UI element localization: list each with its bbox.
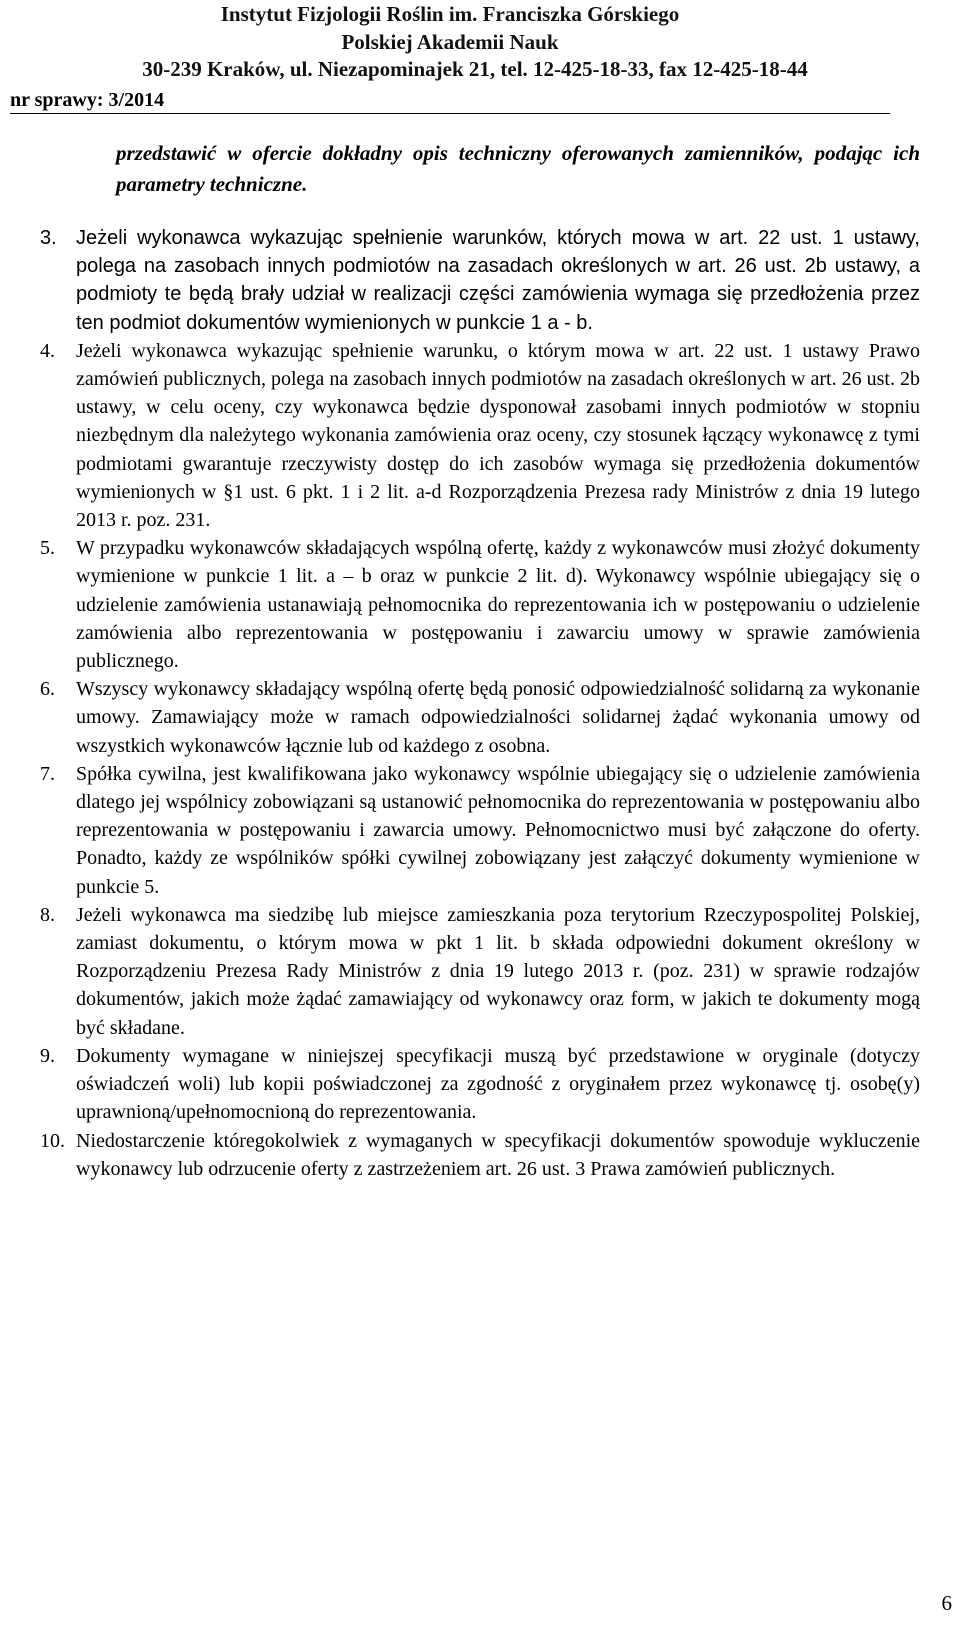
list-item-number: 10. bbox=[40, 1129, 65, 1152]
list-item-number: 7. bbox=[40, 762, 55, 785]
list-item-text: W przypadku wykonawców składających wspólną ofertę, każdy z wykonawców musi złożyć dokumenty wymienione w punkcie 1 lit. a – b oraz w punkcie 2 lit. d). Wykonawcy wspólnie ubiegający się o udzielenie zamówienia ustanawiają pełnomocnika do reprezentowania ich w postępowaniu o udzielenie zamówienia albo reprezentowania w postępowaniu i zawarciu umowy w sprawie zamówienia publicznego. bbox=[76, 537, 920, 673]
list-item bbox=[40, 1042, 920, 1127]
list-item-number: 8. bbox=[40, 903, 55, 926]
list-item bbox=[40, 901, 920, 1042]
list-item-text: Spółka cywilna, jest kwalifikowana jako wykonawcy wspólnie ubiegający się o udzielenie zamówienia dlatego jej wspólnicy zobowiązani są ustanowić pełnomocnika do reprezentowania w postępowaniu albo reprezentowania w postępowaniu i zawarcia umowy. Pełnomocnictwo musi być załączone do oferty. Ponadto, każdy ze wspólników spółki cywilnej zobowiązany jest załączyć dokumenty wymienione w punkcie 5. bbox=[76, 762, 920, 898]
list-item-text: Dokumenty wymagane w niniejszej specyfikacji muszą być przedstawione w oryginale (dotyczy oświadczeń woli) lub kopii poświadczonej za zgodność z oryginałem przez wykonawcę tj. osobę(y) uprawnioną/upełnomocnioną do reprezentowania. bbox=[76, 1044, 920, 1124]
institute-name: Instytut Fizjologii Roślin im. Franciszka Górskiego bbox=[220, 2, 680, 26]
list-item bbox=[40, 1127, 920, 1183]
list-item-number: 4. bbox=[40, 339, 55, 362]
list-item-text: Jeżeli wykonawca wykazując spełnienie warunku, o którym mowa w art. 22 ust. 1 ustawy Prawo zamówień publicznych, polega na zasobach innych podmiotów na zasadach określonych w art. 26 ust. 2b ustawy, w celu oceny, czy wykonawca będzie dysponował zasobami innych podmiotów w stopniu niezbędnym dla należytego wykonania zamówienia oraz oceny, czy stosunek łączący wykonawcę z tymi podmiotami gwarantuje rzeczywisty dostęp do ich zasobów wymaga się przedłożenia dokumentów wymienionych w §1 ust. 6 pkt. 1 i 2 lit. a-d Rozporządzenia Prezesa rady Ministrów z dnia 19 lutego 2013 r. poz. 231. bbox=[76, 339, 920, 532]
list-item bbox=[40, 534, 920, 675]
academy-name: Polskiej Akademii Nauk bbox=[341, 30, 559, 54]
list-item bbox=[40, 760, 920, 901]
list-item bbox=[40, 337, 920, 534]
list-item bbox=[40, 224, 920, 337]
case-number: nr sprawy: 3/2014 bbox=[10, 89, 890, 114]
list-item-number: 9. bbox=[40, 1044, 55, 1067]
list-item-text: Niedostarczenie któregokolwiek z wymaganych w specyfikacji dokumentów spowoduje wykluczenie wykonawcy lub odrzucenie oferty z zastrzeżeniem art. 26 ust. 3 Prawa zamówień publicznych. bbox=[76, 1129, 920, 1180]
intro-paragraph: przedstawić w ofercie dokładny opis techniczny oferowanych zamienników, podając ich parametry techniczne. bbox=[116, 141, 920, 196]
numbered-list bbox=[40, 224, 920, 1183]
list-item-text: Jeżeli wykonawca ma siedzibę lub miejsce zamieszkania poza terytorium Rzeczypospolitej Polskiej, zamiast dokumentu, o którym mowa w pkt 1 lit. b składa odpowiedni dokument określony w Rozporządzeniu Prezesa Rady Ministrów z dnia 19 lutego 2013 r. (poz. 231) w sprawie rodzajów dokumentów, jakich może żądać zamawiający od wykonawcy oraz form, w jakich te dokumenty mogą być składane. bbox=[76, 903, 920, 1039]
list-item-text: Jeżeli wykonawca wykazując spełnienie warunków, których mowa w art. 22 ust. 1 ustawy, polega na zasobach innych podmiotów na zasadach określonych w art. 26 ust. 2b ustawy, a podmioty te będą brały udział w realizacji części zamówienia wymaga się przedłożenia przez ten podmiot dokumentów wymienionych w punkcie 1 a - b. bbox=[76, 227, 920, 334]
list-item-number: 5. bbox=[40, 537, 55, 560]
institute-address: 30-239 Kraków, ul. Niezapominajek 21, tel. 12-425-18-33, fax 12-425-18-44 bbox=[142, 57, 808, 81]
page-number: 6 bbox=[941, 1591, 952, 1615]
document-body bbox=[40, 138, 920, 1183]
list-item-number: 3. bbox=[40, 227, 57, 249]
list-item-text: Wszyscy wykonawcy składający wspólną ofertę będą ponosić odpowiedzialność solidarną za wykonanie umowy. Zamawiający może w ramach odpowiedzialności solidarnej żądać wykonania umowy od wszystkich wykonawców łącznie lub od każdego z osobna. bbox=[76, 678, 920, 757]
list-item-number: 6. bbox=[40, 678, 55, 701]
list-item bbox=[40, 675, 920, 760]
